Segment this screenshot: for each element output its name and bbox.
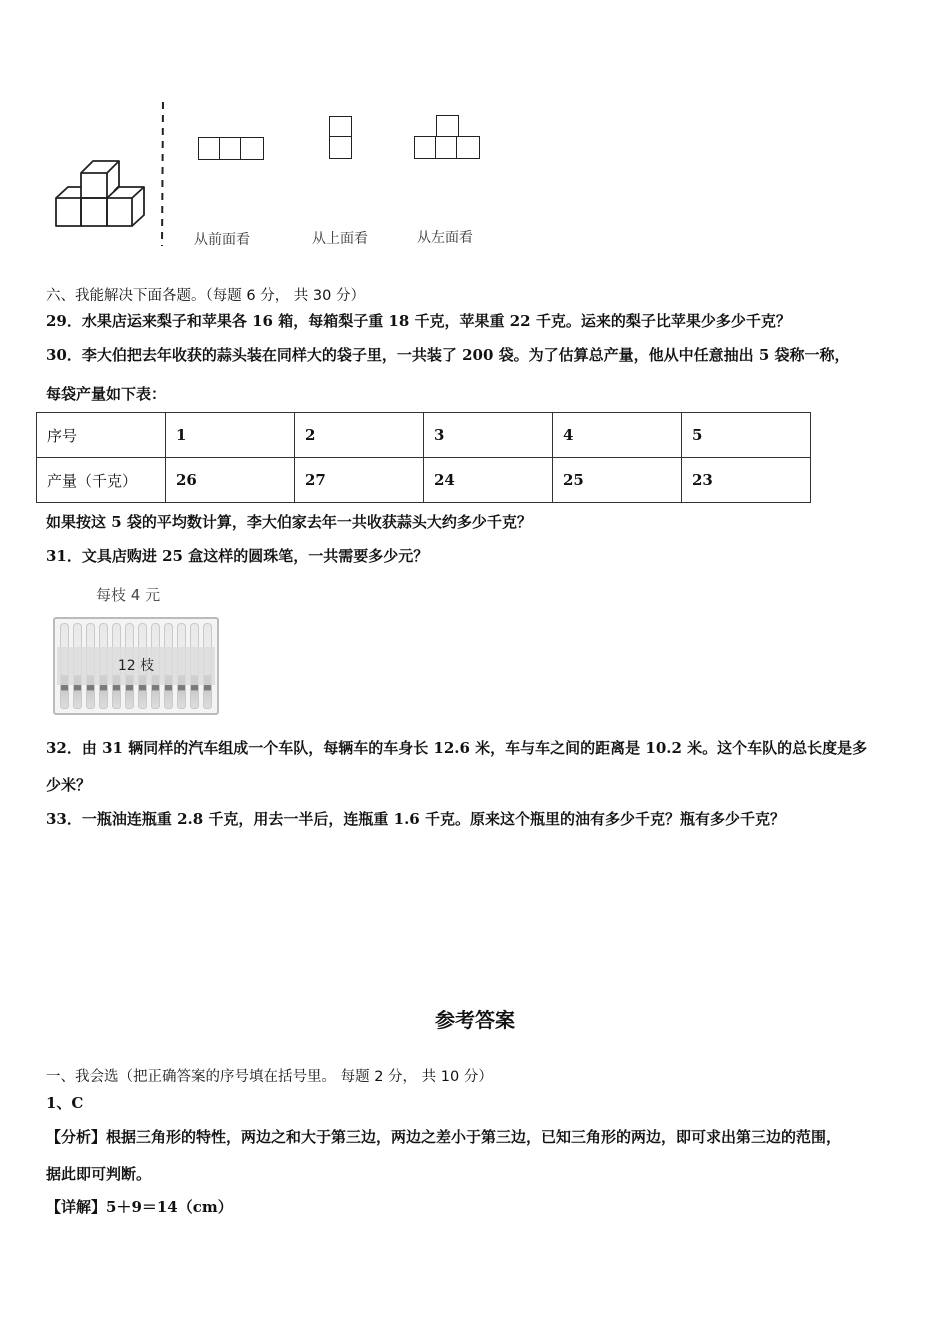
answers-section-1-heading: 一、我会选（把正确答案的序号填在括号里。 每题 2 分， 共 10 分） (46, 1069, 493, 1085)
question-32-cont: 少米？ (46, 776, 92, 794)
top-view-label: 从上面看 (312, 231, 368, 247)
pen-box-image (53, 617, 219, 715)
table-row (37, 413, 811, 458)
table-cell: 3 (424, 413, 553, 458)
answer-1-analysis-cont: 据此即可判断。 (46, 1165, 152, 1183)
table-cell: 25 (553, 458, 682, 503)
table-cell: 1 (166, 413, 295, 458)
yield-table (36, 412, 811, 503)
table-header-label: 序号 (37, 413, 166, 458)
answers-title: 参考答案 (435, 1008, 515, 1032)
table-cell: 27 (295, 458, 424, 503)
table-cell: 24 (424, 458, 553, 503)
front-view-label: 从前面看 (194, 232, 250, 248)
answer-1-analysis: 【分析】根据三角形的特性，两边之和大于第三边，两边之差小于第三边，已知三角形的两边，即可求出第三边的范围， (46, 1128, 842, 1146)
table-cell: 23 (682, 458, 811, 503)
question-30-text-cont: 每袋产量如下表： (46, 385, 167, 403)
table-row-label: 产量（千克） (37, 458, 166, 503)
table-row (37, 458, 811, 503)
cube-stack-icon (50, 155, 160, 235)
answer-1-choice: 1、C (46, 1094, 84, 1112)
section-6-heading: 六、我能解决下面各题。（每题 6 分， 共 30 分） (46, 288, 365, 304)
question-32: 32．由 31 辆同样的汽车组成一个车队，每辆车的车身长 12.6 米，车与车之间的距离是 10.2 米。这个车队的总长度是多 (46, 739, 868, 757)
question-33: 33．一瓶油连瓶重 2.8 千克，用去一半后，连瓶重 1.6 千克。原来这个瓶里的油有多少千克？瓶有多少千克？ (46, 810, 785, 828)
table-cell: 4 (553, 413, 682, 458)
question-30-followup: 如果按这 5 袋的平均数计算，李大伯家去年一共收获蒜头大约多少千克？ (46, 513, 532, 531)
table-cell: 26 (166, 458, 295, 503)
table-cell: 2 (295, 413, 424, 458)
pen-count-label: 12 枝 (117, 658, 155, 674)
answer-1-detail: 【详解】5＋9＝14（cm） (46, 1198, 233, 1216)
dashed-divider (158, 100, 168, 250)
left-view-label: 从左面看 (417, 230, 473, 246)
question-31: 31．文具店购进 25 盒这样的圆珠笔，一共需要多少元？ (46, 547, 429, 565)
question-30-text: 30．李大伯把去年收获的蒜头装在同样大的袋子里，一共装了 200 袋。为了估算总产量，他从中任意抽出 5 袋称一称， (46, 346, 850, 364)
question-29: 29．水果店运来梨子和苹果各 16 箱，每箱梨子重 18 千克，苹果重 22 千克。运来的梨子比苹果少多少千克？ (46, 312, 791, 330)
table-cell: 5 (682, 413, 811, 458)
pen-price-label: 每枝 4 元 (96, 586, 161, 604)
